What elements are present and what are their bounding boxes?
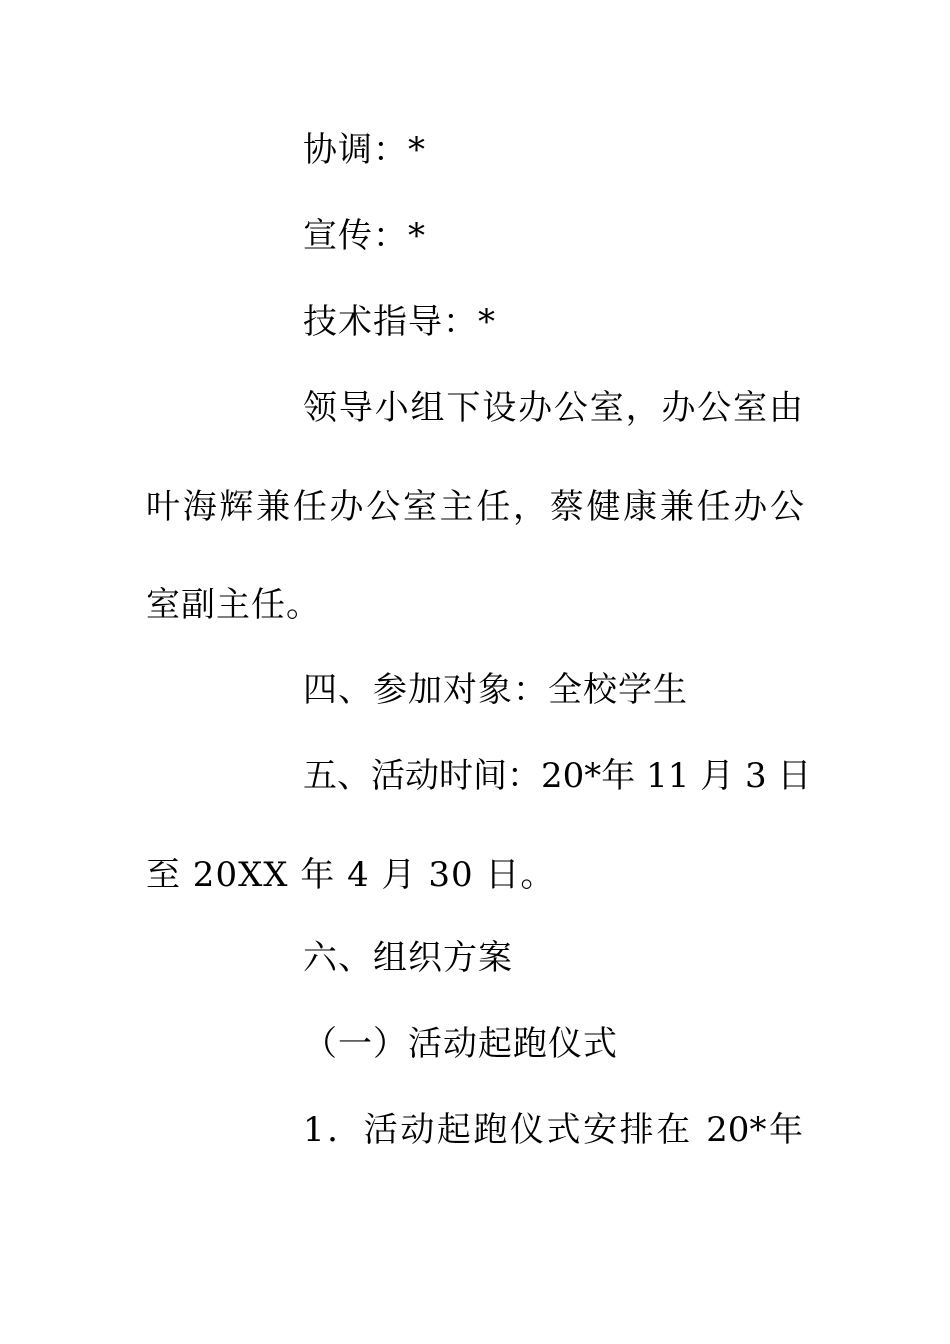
item-one-line: 1．活动起跑仪式安排在 20*年	[303, 1110, 803, 1150]
publicity-line: 宣传：*	[303, 216, 426, 256]
section-five-line-2: 至 20XX 年 4 月 30 日。	[146, 855, 556, 895]
section-six-heading: 六、组织方案	[303, 938, 513, 978]
section-five-line-1: 五、活动时间：20*年 11 月 3 日	[303, 756, 812, 796]
coordination-line: 协调：*	[303, 130, 426, 170]
subsection-one-heading: （一）活动起跑仪式	[303, 1024, 618, 1064]
office-paragraph-line-1: 领导小组下设办公室，办公室由	[303, 388, 803, 428]
technical-guidance-line: 技术指导：*	[303, 302, 496, 342]
office-paragraph-line-3: 室副主任。	[146, 585, 321, 625]
section-four-heading: 四、参加对象：全校学生	[303, 670, 688, 710]
office-paragraph-line-2: 叶海辉兼任办公室主任，蔡健康兼任办公	[146, 487, 804, 527]
